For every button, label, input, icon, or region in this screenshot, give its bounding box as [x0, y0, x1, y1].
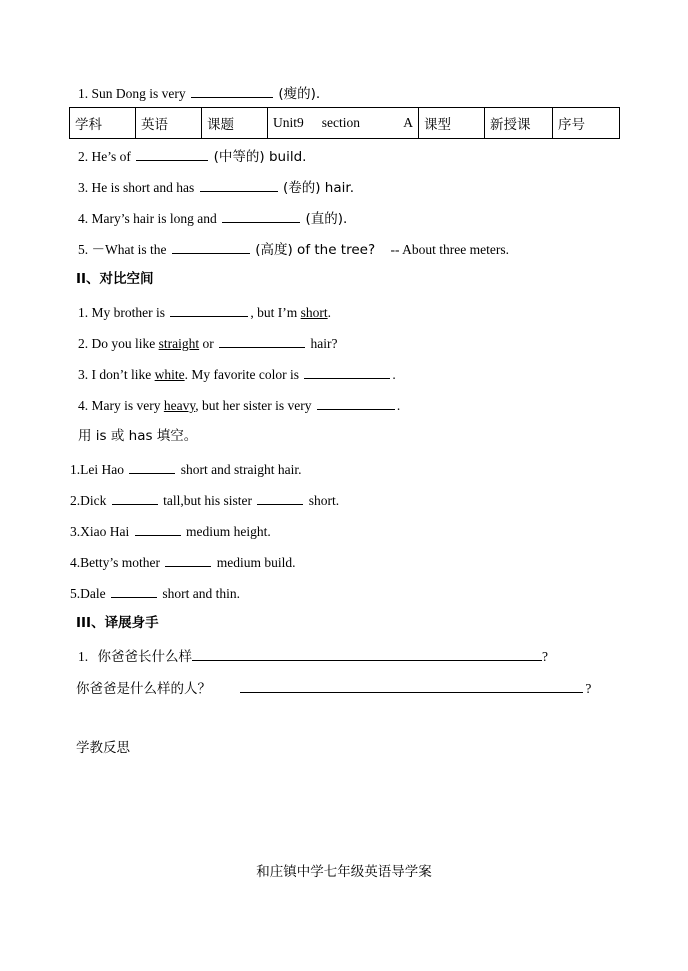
question-text: Mary is very: [91, 398, 161, 413]
section-heading-3: III、译展身手: [76, 615, 159, 631]
section-text: section: [321, 115, 361, 130]
translate-question-1: [78, 646, 548, 666]
question-number: 2.: [78, 336, 89, 351]
answer-blank[interactable]: [240, 678, 583, 693]
question-number: 2.: [78, 149, 89, 164]
question-hint: (高度) of the tree?: [255, 242, 376, 258]
question-text: 2.Dick: [70, 493, 107, 508]
question-2-3: [78, 364, 396, 384]
underlined-word: straight: [158, 336, 200, 351]
answer-blank[interactable]: [219, 333, 305, 348]
question-text: short.: [308, 493, 340, 508]
fill-question-5: [70, 583, 240, 603]
section-heading-2: II、对比空间: [76, 271, 154, 287]
answer-blank[interactable]: [112, 490, 158, 505]
question-number: 4.: [78, 211, 89, 226]
fill-instruction: 用 is 或 has 填空。: [78, 428, 198, 444]
cell-subject-label: 学科: [70, 108, 136, 139]
question-text: hair?: [310, 336, 338, 351]
answer-text: -- About three meters.: [390, 242, 509, 257]
question-text: Do you like: [91, 336, 156, 351]
question-1-4: [78, 208, 347, 228]
question-hint: (直的).: [305, 211, 348, 227]
answer-blank[interactable]: [111, 583, 157, 598]
answer-blank[interactable]: [304, 364, 390, 379]
answer-blank[interactable]: [257, 490, 303, 505]
question-text: short and thin.: [162, 586, 240, 601]
cell-subject-value: 英语: [136, 108, 202, 139]
punctuation: ?: [585, 681, 592, 696]
answer-blank[interactable]: [172, 239, 250, 254]
question-1-3: [78, 177, 354, 197]
answer-blank[interactable]: [192, 646, 542, 661]
question-text: －What is the: [91, 242, 167, 257]
underlined-word: short: [300, 305, 328, 320]
fill-question-4: [70, 552, 296, 572]
answer-blank[interactable]: [222, 208, 300, 223]
question-text: 3.Xiao Hai: [70, 524, 130, 539]
question-text: , but I’m: [250, 305, 298, 320]
answer-blank[interactable]: [170, 302, 248, 317]
punctuation: ?: [542, 649, 548, 664]
answer-blank[interactable]: [317, 395, 395, 410]
unit-text: Unit9: [273, 115, 304, 130]
question-hint: (瘦的).: [278, 86, 321, 102]
answer-blank[interactable]: [200, 177, 278, 192]
question-text: tall,but his sister: [163, 493, 252, 508]
question-hint: (卷的) hair.: [282, 180, 354, 196]
question-number: 1.: [78, 649, 89, 664]
question-text: Sun Dong is very: [91, 86, 186, 101]
answer-blank[interactable]: [165, 552, 211, 567]
question-text: 你爸爸长什么样: [97, 649, 192, 665]
question-2-4: [78, 395, 400, 415]
question-text: My brother is: [91, 305, 165, 320]
question-number: 3.: [78, 367, 89, 382]
question-1-2: [78, 146, 306, 166]
question-text: or: [202, 336, 214, 351]
question-text: 你爸爸是什么样的人？: [76, 681, 211, 697]
fill-question-2: [70, 490, 339, 510]
question-number: 5.: [78, 242, 89, 257]
question-text: medium build.: [216, 555, 296, 570]
answer-blank[interactable]: [129, 459, 175, 474]
question-text: . My favorite color is: [184, 367, 299, 382]
reflection-label: 学教反思: [76, 740, 130, 756]
underlined-word: white: [154, 367, 185, 382]
question-1-1: [78, 83, 320, 103]
underlined-word: heavy: [163, 398, 196, 413]
question-number: 1.: [78, 305, 89, 320]
punctuation: .: [327, 305, 331, 320]
cell-type-value: 新授课: [485, 108, 553, 139]
question-text: He is short and has: [91, 180, 195, 195]
answer-blank[interactable]: [135, 521, 181, 536]
answer-blank[interactable]: [191, 83, 273, 98]
cell-type-label: 课型: [419, 108, 485, 139]
question-hint: (中等的) build.: [213, 149, 307, 165]
section-letter: A: [403, 115, 413, 130]
fill-question-1: [70, 459, 301, 479]
page-footer: 和庄镇中学七年级英语导学案: [256, 864, 432, 880]
answer-blank[interactable]: [136, 146, 208, 161]
question-1-5: [78, 239, 509, 259]
translate-question-2: [76, 678, 591, 698]
question-text: 4.Betty’s mother: [70, 555, 160, 570]
question-number: 3.: [78, 180, 89, 195]
cell-serial-label: 序号: [553, 108, 620, 139]
question-text: He’s of: [91, 149, 131, 164]
fill-question-3: [70, 521, 271, 541]
question-text: , but her sister is very: [195, 398, 312, 413]
question-2-1: [78, 302, 331, 322]
question-text: Mary’s hair is long and: [91, 211, 217, 226]
cell-topic-label: 课题: [202, 108, 268, 139]
question-text: medium height.: [185, 524, 271, 539]
question-2-2: [78, 333, 337, 353]
question-text: I don’t like: [91, 367, 152, 382]
question-number: 4.: [78, 398, 89, 413]
punctuation: .: [396, 398, 401, 413]
punctuation: .: [392, 367, 396, 382]
question-text: 5.Dale: [70, 586, 106, 601]
cell-topic-value: [268, 108, 419, 139]
question-text: 1.Lei Hao: [70, 462, 124, 477]
question-number: 1.: [78, 86, 89, 101]
lesson-info-table: [69, 107, 620, 139]
question-text: short and straight hair.: [180, 462, 302, 477]
